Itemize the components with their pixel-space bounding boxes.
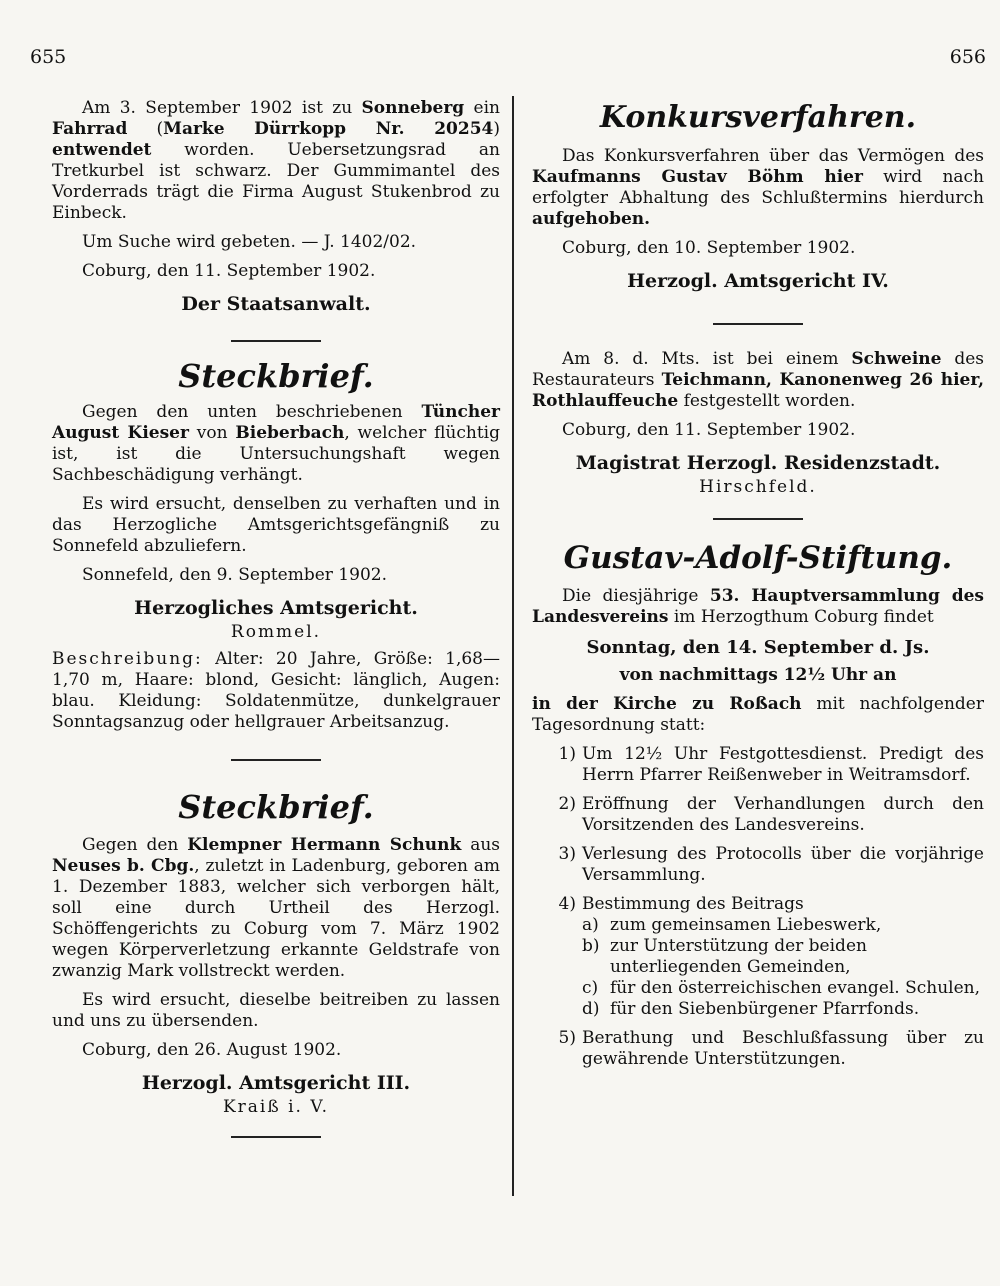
- bankruptcy-date: Coburg, den 10. September 1902.: [562, 238, 856, 258]
- notice-date: Coburg, den 11. September 1902.: [82, 261, 376, 281]
- foundation-heading: Gustav-Adolf-Stiftung.: [563, 540, 953, 576]
- warrant-heading: Steckbrief.: [178, 788, 374, 826]
- warrant-text: Gegen den unten beschriebenen Tüncher August Kieser von Bieberbach, welcher flüchtig ist, ist die Untersuchungshaft wegen Sachbeschädigung verhängt.: [52, 402, 500, 485]
- agenda-subitem: d) für den Siebenbürgener Pfarrfonds.: [582, 999, 920, 1019]
- agenda-subitems: [532, 915, 984, 1020]
- warrant-date: Coburg, den 26. August 1902.: [82, 1040, 342, 1060]
- warrant-date: Sonnefeld, den 9. September 1902.: [82, 565, 387, 585]
- meeting-time: von nachmittags 12½ Uhr an: [619, 665, 897, 685]
- agenda-list: [532, 744, 984, 1070]
- agenda-item: 1) Um 12½ Uhr Festgottesdienst. Predigt des Herrn Pfarrer Reißenweber in Weitramsdorf.: [558, 744, 984, 785]
- bankruptcy-notice: [532, 98, 984, 293]
- left-column: [52, 98, 500, 1138]
- agenda-subitem: c) für den österreichischen evangel. Schulen,: [582, 978, 981, 998]
- warrant-text: Gegen den Klempner Hermann Schunk aus Neuses b. Cbg., zuletzt in Ladenburg, geboren am 1. Dezember 1883, welcher sich verborgen hält, soll eine durch Urtheil des Herzogl. Schöffengerichts zu Coburg vom 7. März 1902 wegen Körperverletzung erkannte Geldstrafe von zwanzig Mark vollstreckt werden.: [52, 835, 501, 981]
- page-number-left: 655: [30, 46, 67, 68]
- search-request: Um Suche wird gebeten. — J. 1402/02.: [82, 232, 417, 252]
- column-divider: [512, 96, 514, 1196]
- meeting-place: in der Kirche zu Roßach mit nachfolgender Tagesordnung statt:: [532, 694, 984, 735]
- separator: [231, 1136, 321, 1138]
- agenda-subitem: b) zur Unterstützung der beiden unterliegenden Gemeinden,: [582, 936, 867, 977]
- bankruptcy-heading: Konkursverfahren.: [599, 100, 917, 135]
- bankruptcy-text: Das Konkursverfahren über das Vermögen des Kaufmanns Gustav Böhm hier wird nach erfolgter Abhaltung des Schlußtermins hierdurch aufgehoben.: [532, 146, 984, 229]
- warrant-schunk: [52, 787, 500, 1118]
- warrant-request: Es wird ersucht, denselben zu verhaften und in das Herzogliche Amtsgerichtsgefängniß zu Sonnefeld abzuliefern.: [52, 494, 500, 556]
- separator: [231, 340, 321, 342]
- disease-authority: Magistrat Herzogl. Residenzstadt.: [575, 452, 941, 474]
- warrant-request: Es wird ersucht, dieselbe beitreiben zu lassen und uns zu übersenden.: [52, 990, 500, 1031]
- agenda-item: 2) Eröffnung der Verhandlungen durch den Vorsitzenden des Landesvereins.: [558, 794, 984, 835]
- warrant-authority: Herzogl. Amtsgericht III.: [141, 1072, 411, 1094]
- separator: [713, 518, 803, 520]
- warrant-heading: Steckbrief.: [178, 357, 374, 395]
- warrant-signer: Kraiß i. V.: [222, 1097, 330, 1117]
- disease-notice: [532, 349, 984, 498]
- warrant-description: Beschreibung: Alter: 20 Jahre, Größe: 1,68—1,70 m, Haare: blond, Gesicht: länglich, Augen: blau. Kleidung: Soldatenmütze, dunkelgrauer Sonntagsanzug oder hellgrauer Arbeitsanzug.: [52, 649, 500, 732]
- theft-notice: [52, 98, 500, 316]
- disease-text: Am 8. d. Mts. ist bei einem Schweine des Restaurateurs Teichmann, Kanonenweg 26 hier, Rothlauffeuche festgestellt worden.: [532, 349, 985, 411]
- separator: [231, 759, 321, 761]
- warrant-signer: Rommel.: [230, 622, 322, 642]
- notice-authority: Der Staatsanwalt.: [181, 293, 371, 315]
- bankruptcy-authority: Herzogl. Amtsgericht IV.: [627, 270, 889, 292]
- separator: [713, 323, 803, 325]
- disease-date: Coburg, den 11. September 1902.: [562, 420, 856, 440]
- warrant-kieser: [52, 356, 500, 733]
- agenda-subitem: a) zum gemeinsamen Liebeswerk,: [582, 915, 882, 935]
- foundation-intro: Die diesjährige 53. Hauptversammlung des Landesvereins im Herzogthum Coburg findet: [532, 586, 985, 627]
- agenda-item: 5) Berathung und Beschlußfassung über zu gewährende Unterstützungen.: [558, 1028, 984, 1069]
- agenda-item: 3) Verlesung des Protocolls über die vorjährige Versammlung.: [558, 844, 984, 885]
- right-column: [532, 98, 984, 1070]
- meeting-date: Sonntag, den 14. September d. Js.: [586, 637, 930, 658]
- warrant-authority: Herzogliches Amtsgericht.: [134, 597, 418, 619]
- foundation-notice: [532, 538, 984, 1070]
- agenda-item: 4) Bestimmung des Beitrags: [558, 894, 804, 914]
- page-number-right: 656: [949, 46, 986, 68]
- theft-notice-text: Am 3. September 1902 ist zu Sonneberg ein Fahrrad (Marke Dürrkopp Nr. 20254) entwendet worden. Uebersetzungsrad an Tretkurbel ist schwarz. Der Gummimantel des Vorderrads trägt die Firma August Stukenbrod zu Einbeck.: [52, 98, 500, 223]
- disease-signer: Hirschfeld.: [699, 477, 817, 497]
